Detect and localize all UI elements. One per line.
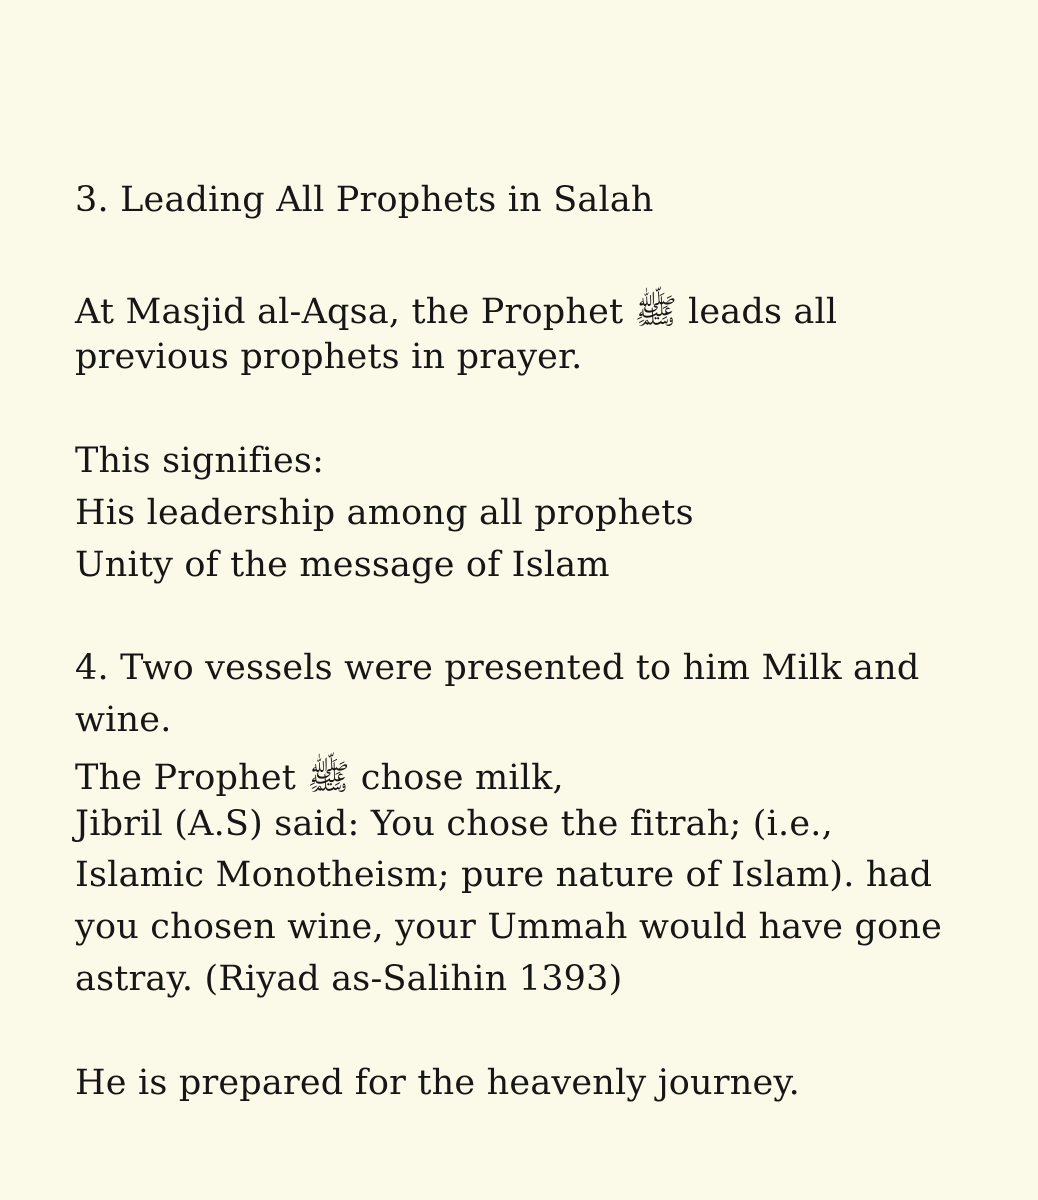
- section-3-paragraph-line-2: previous prophets in prayer.: [75, 337, 583, 377]
- section-3-paragraph-line-1: At Masjid al-Aqsa, the Prophet ﷺ leads all: [75, 292, 838, 332]
- section-4-line-1: The Prophet ﷺ chose milk,: [75, 758, 564, 798]
- section-4-line-2: Jibril (A.S) said: You chose the fitrah; (i.e.,: [75, 804, 833, 844]
- signifies-point-unity: Unity of the message of Islam: [75, 545, 610, 585]
- section-4-line-3: Islamic Monotheism; pure nature of Islam). had: [75, 855, 933, 895]
- section-4-line-4: you chosen wine, your Ummah would have gone: [75, 907, 943, 947]
- section-3-heading: 3. Leading All Prophets in Salah: [75, 180, 654, 220]
- section-4-heading-line-2: wine.: [75, 700, 172, 740]
- signifies-point-leadership: His leadership among all prophets: [75, 493, 694, 533]
- section-4-line-5-citation: astray. (Riyad as-Salihin 1393): [75, 959, 623, 999]
- signifies-intro: This signifies:: [75, 441, 325, 481]
- closing-line: He is prepared for the heavenly journey.: [75, 1063, 801, 1103]
- section-4-heading-line-1: 4. Two vessels were presented to him Milk and: [75, 648, 920, 688]
